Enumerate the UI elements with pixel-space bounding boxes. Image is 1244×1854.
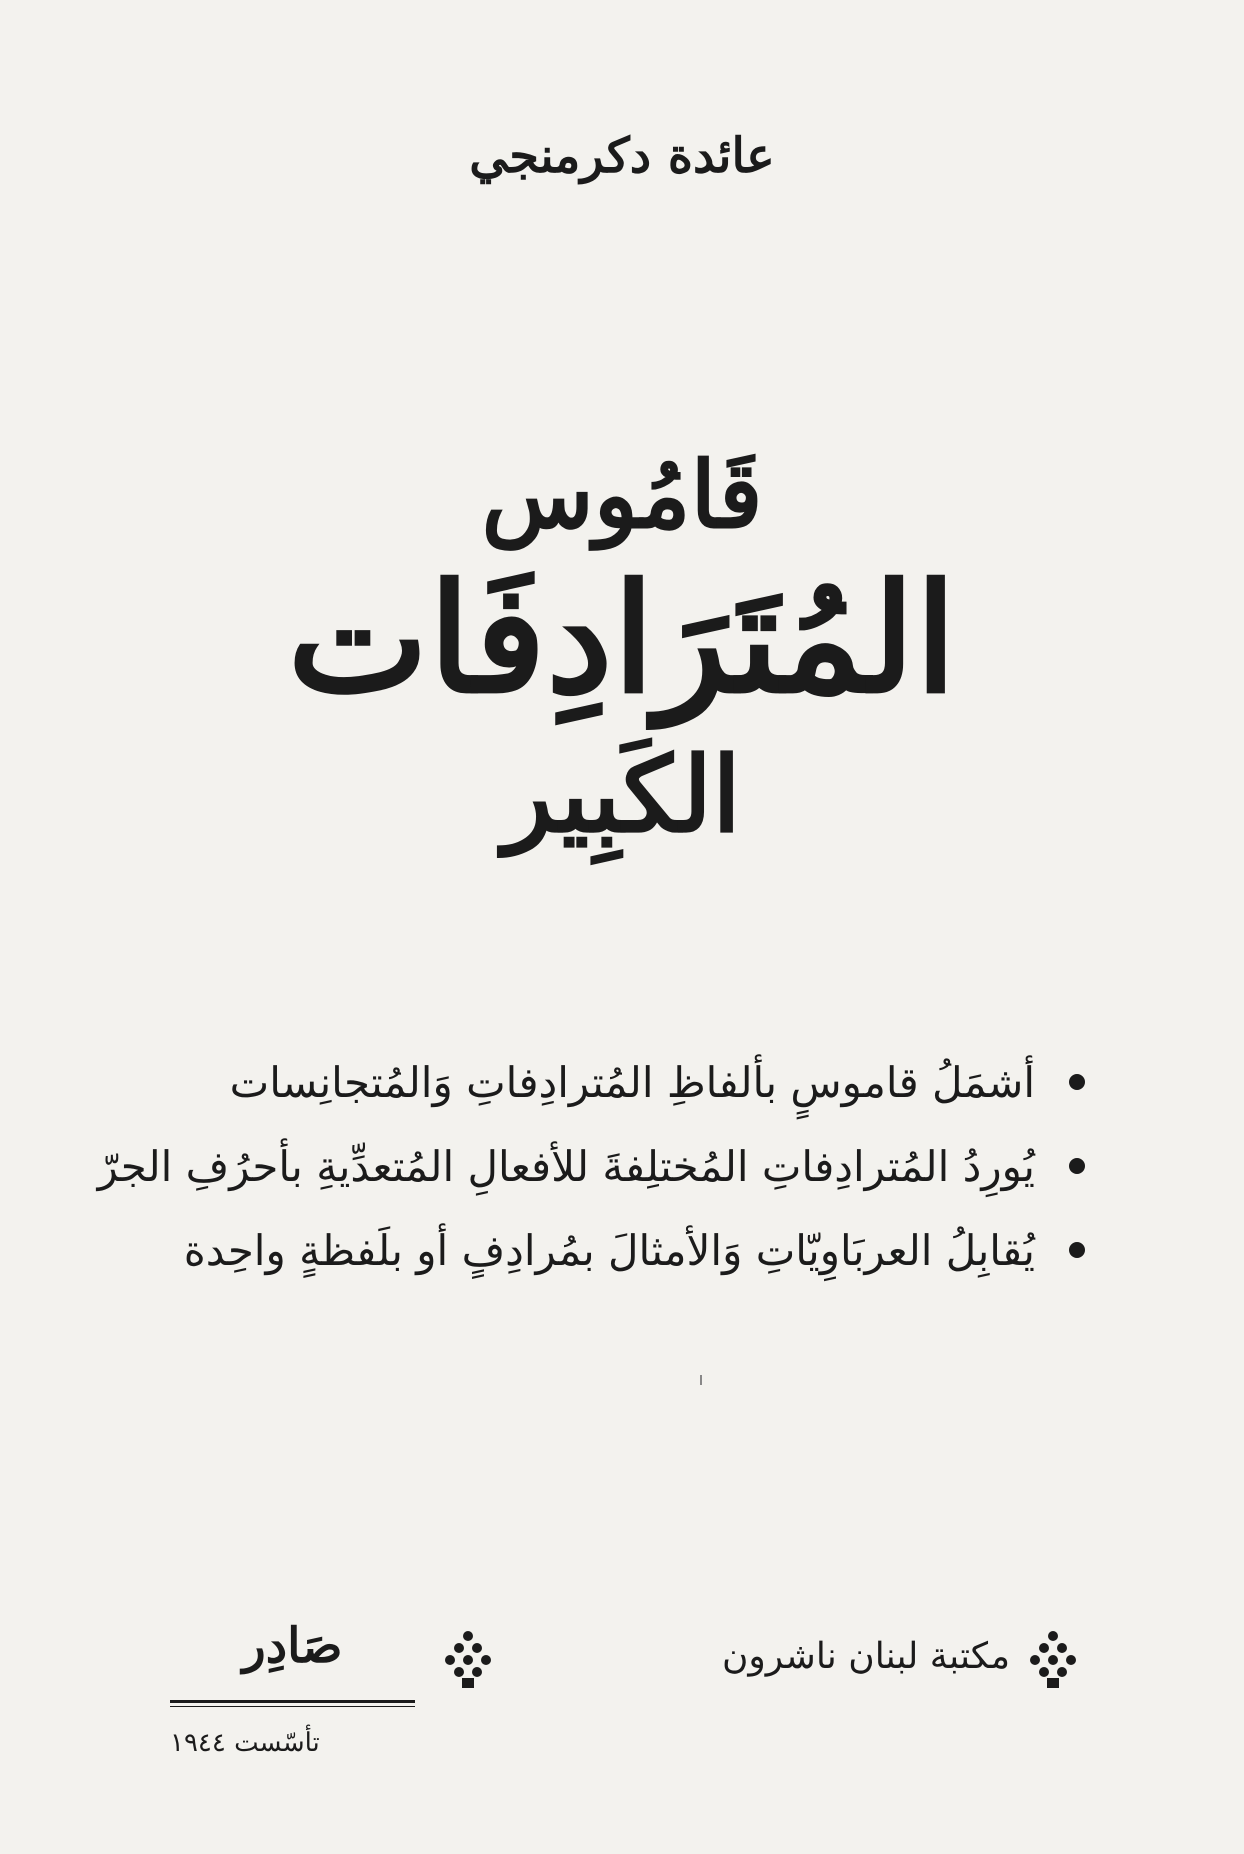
title-line-3: الكَبِير <box>502 733 742 856</box>
feature-item <box>150 1040 1085 1124</box>
bullet-icon <box>1069 1074 1085 1090</box>
book-title <box>0 440 1244 860</box>
divider <box>170 1700 415 1703</box>
feature-item <box>97 1124 1085 1208</box>
paper-speck <box>700 1375 702 1385</box>
feature-text: أشمَلُ قاموسٍ بألفاظِ المُترادِفاتِ وَالمُتجانِسات <box>229 1057 1035 1107</box>
triangle-dots-logo-icon <box>1025 1630 1081 1690</box>
publisher-left-name: صَادِر <box>242 1618 343 1674</box>
author-name: عائدة دكرمنجي <box>469 128 775 184</box>
publisher-left-established: تأسّست ١٩٤٤ <box>170 1728 320 1758</box>
feature-list <box>97 1040 1085 1292</box>
publisher-right-name: مكتبة لبنان ناشرون <box>721 1636 1010 1677</box>
divider <box>170 1706 415 1707</box>
title-line-1: قَامُوس <box>481 441 763 549</box>
feature-text: يُورِدُ المُترادِفاتِ المُختلِفةَ للأفعالِ المُتعدِّيةِ بأحرُفِ الجرّ <box>97 1141 1035 1191</box>
publisher-right <box>600 1618 1090 1708</box>
feature-item <box>150 1208 1085 1292</box>
publisher-left <box>170 1618 500 1768</box>
feature-text: يُقابِلُ العربَاوِيّاتِ وَالأمثالَ بمُرادِفٍ أو بلَفظةٍ واحِدة <box>183 1225 1035 1275</box>
title-line-2: المُتَرَادِفَات <box>287 551 957 727</box>
triangle-dots-logo-icon <box>440 1630 496 1690</box>
bullet-icon <box>1069 1242 1085 1258</box>
bullet-icon <box>1069 1158 1085 1174</box>
